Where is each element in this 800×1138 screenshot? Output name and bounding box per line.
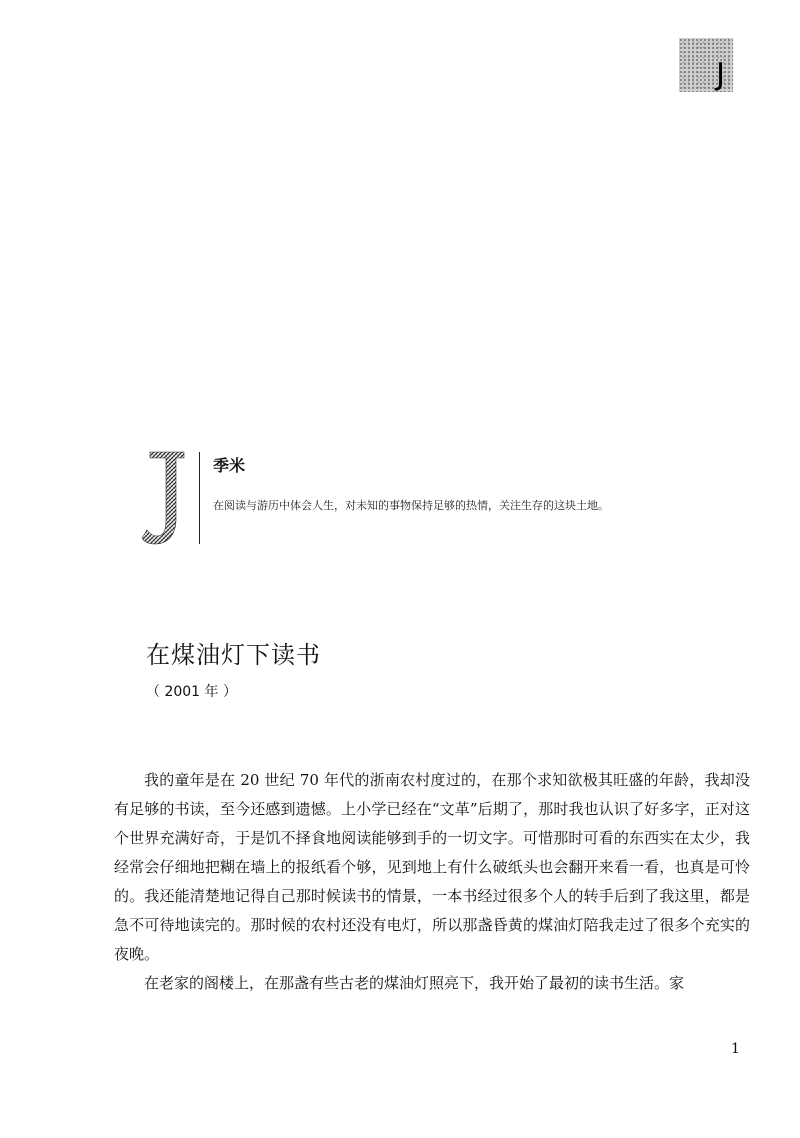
article-year: （ 2001 年 ）	[146, 684, 237, 700]
j-emblem-icon	[140, 450, 190, 546]
paragraph: 在老家的阁楼上，在那盏有些古老的煤油灯照亮下，我开始了最初的读书生活。家	[144, 974, 685, 992]
paragraph: 我的童年是在 20 世纪 70 年代的浙南农村度过的，在那个求知欲极其旺盛的年龄，我却没有足够的书读，至今还感到遗憾。上小学已经在“文革”后期了，那时我也认识了好多字，正对这个世界充满好奇，于是饥不择食地阅读能够到手的一切文字。可惜那时可看的东西实在太少，我经常会仔细地把糊在墙上的报纸看个够，见到地上有什么破纸头也会翻开来看一看，也真是可怜的。我还能清楚地记得自己那时候读书的情景，一本书经过很多个人的转手后到了我这里，都是急不可待地读完的。那时候的农村还没有电灯，所以那盏昏黄的煤油灯陪我走过了很多个充实的夜晚。	[114, 771, 750, 963]
author-motto: 在阅读与游历中体会人生，对未知的事物保持足够的热情，关注生存的这块土地。	[213, 499, 609, 512]
article-body	[114, 766, 750, 998]
author-block	[140, 450, 700, 550]
author-name: 季米	[213, 456, 246, 475]
article-title: 在煤油灯下读书	[146, 641, 321, 669]
section-letter: J	[716, 57, 725, 92]
page-number: 1	[731, 1041, 740, 1057]
section-tab	[679, 38, 733, 92]
author-divider	[199, 452, 200, 544]
